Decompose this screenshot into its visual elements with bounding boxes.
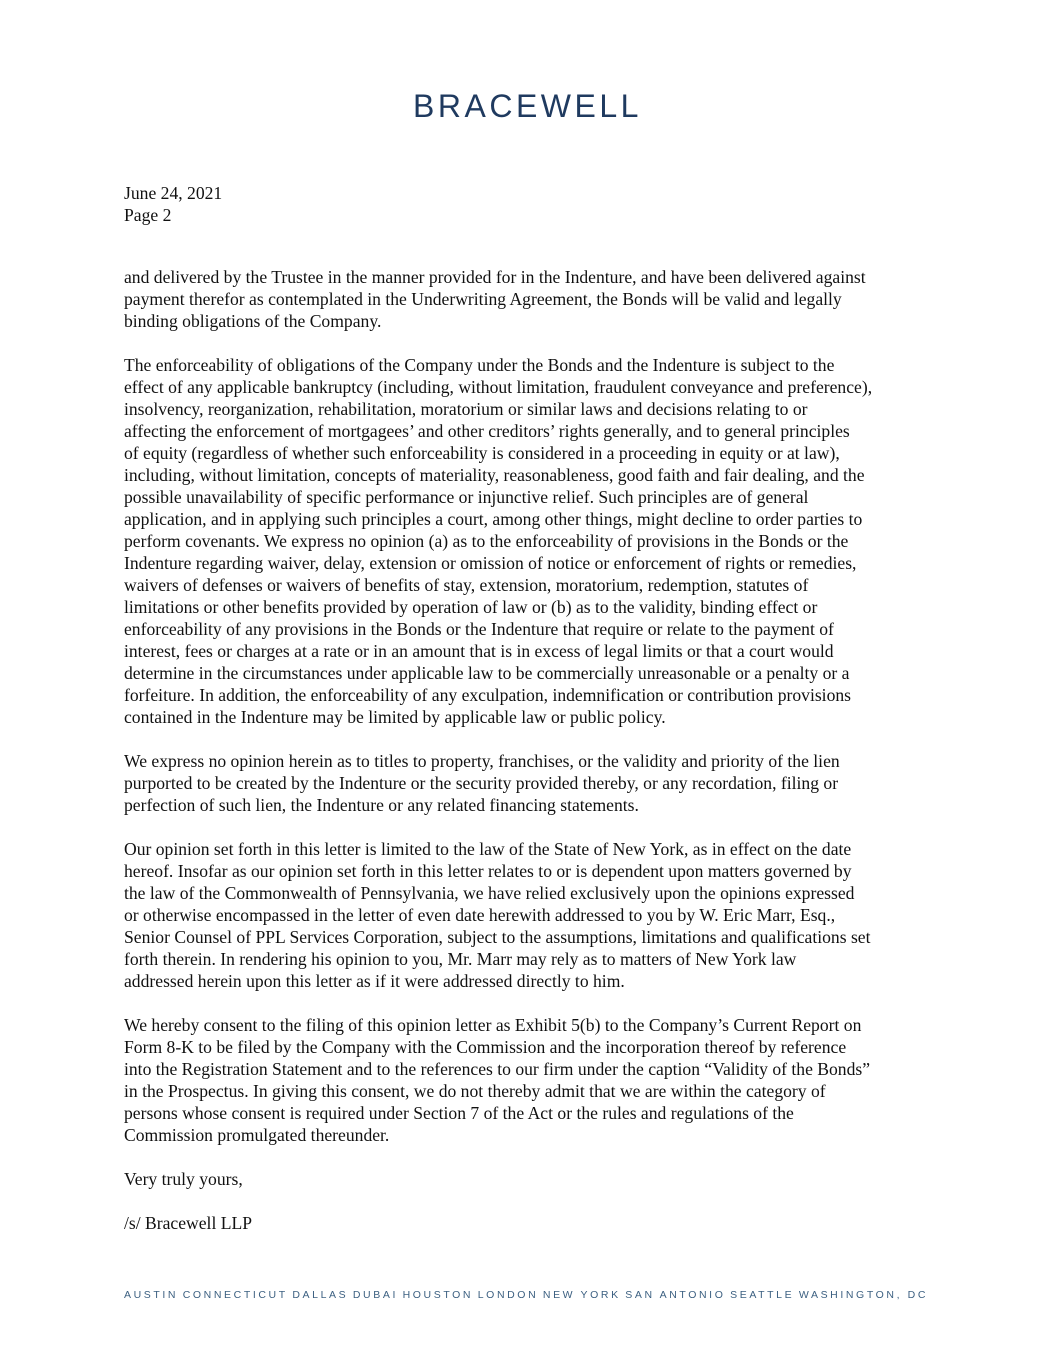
paragraph-line: waivers of defenses or waivers of benefits of stay, extension, moratorium, redemption, statutes of: [124, 575, 809, 595]
paragraph-line: or otherwise encompassed in the letter of even date herewith addressed to you by W. Eric Marr, Esq.,: [124, 905, 836, 925]
paragraph-line: purported to be created by the Indenture or the security provided thereby, or any recordation, filing or: [124, 773, 839, 793]
paragraph-line: binding obligations of the Company.: [124, 311, 382, 331]
body-paragraphs: [124, 266, 936, 1146]
paragraph-line: We express no opinion herein as to titles to property, franchises, or the validity and priority of the lien: [124, 751, 840, 771]
footer-office: LONDON: [477, 1289, 539, 1301]
body-paragraph: [124, 1014, 936, 1146]
paragraph-line: hereof. Insofar as our opinion set forth in this letter relates to or is dependent upon matters governed by: [124, 861, 852, 881]
paragraph-line: addressed herein upon this letter as if it were addressed directly to him.: [124, 971, 625, 991]
footer-office: SAN ANTONIO: [625, 1289, 726, 1301]
footer-office: WASHINGTON, DC: [798, 1289, 928, 1301]
paragraph-line: of equity (regardless of whether such enforceability is considered in a proceeding in equity or at law),: [124, 443, 840, 463]
signature: /s/ Bracewell LLP: [124, 1213, 253, 1233]
closing-salutation: Very truly yours,: [124, 1169, 243, 1189]
page-number: Page 2: [124, 205, 172, 225]
paragraph-line: persons whose consent is required under Section 7 of the Act or the rules and regulations of the: [124, 1103, 794, 1123]
paragraph-line: Our opinion set forth in this letter is limited to the law of the State of New York, as in effect on the date: [124, 839, 852, 859]
paragraph-line: determine in the circumstances under applicable law to be commercially unreasonable or a penalty or a: [124, 663, 850, 683]
paragraph-line: insolvency, reorganization, rehabilitation, moratorium or similar laws and decisions relating to or: [124, 399, 808, 419]
paragraph-line: forfeiture. In addition, the enforceability of any exculpation, indemnification or contribution provisions: [124, 685, 852, 705]
paragraph-line: limitations or other benefits provided by operation of law or (b) as to the validity, binding effect or: [124, 597, 818, 617]
paragraph-line: including, without limitation, concepts of materiality, reasonableness, good faith and fair dealing, and the: [124, 465, 865, 485]
paragraph-line: Senior Counsel of PPL Services Corporation, subject to the assumptions, limitations and qualifications set: [124, 927, 871, 947]
footer-office: HOUSTON: [402, 1289, 474, 1301]
paragraph-line: We hereby consent to the filing of this opinion letter as Exhibit 5(b) to the Company’s Current Report on: [124, 1015, 862, 1035]
footer-office: NEW YORK: [542, 1289, 621, 1301]
footer-office: AUSTIN: [124, 1289, 179, 1301]
body-paragraph: [124, 266, 936, 332]
paragraph-line: effect of any applicable bankruptcy (including, without limitation, fraudulent conveyance and preference),: [124, 377, 873, 397]
paragraph-line: in the Prospectus. In giving this consent, we do not thereby admit that we are within the category of: [124, 1081, 826, 1101]
body-paragraph: [124, 354, 936, 728]
footer-office-list: [124, 1289, 928, 1301]
paragraph-line: The enforceability of obligations of the Company under the Bonds and the Indenture is subject to the: [124, 355, 835, 375]
paragraph-line: application, and in applying such principles a court, among other things, might decline to order parties to: [124, 509, 863, 529]
paragraph-line: enforceability of any provisions in the Bonds or the Indenture that require or relate to the payment of: [124, 619, 834, 639]
paragraph-line: into the Registration Statement and to the references to our firm under the caption “Validity of the Bonds”: [124, 1059, 871, 1079]
paragraph-line: perfection of such lien, the Indenture or any related financing statements.: [124, 795, 639, 815]
letter-header: [124, 182, 222, 226]
paragraph-line: perform covenants. We express no opinion (a) as to the enforceability of provisions in the Bonds or the: [124, 531, 849, 551]
letter-date: June 24, 2021: [124, 183, 223, 203]
paragraph-line: interest, fees or charges at a rate or in an amount that is in excess of legal limits or that a court would: [124, 641, 834, 661]
body-paragraph: [124, 838, 936, 992]
paragraph-line: the law of the Commonwealth of Pennsylvania, we have relied exclusively upon the opinions expressed: [124, 883, 855, 903]
paragraph-line: contained in the Indenture may be limited by applicable law or public policy.: [124, 707, 666, 727]
footer-office: DALLAS: [292, 1289, 349, 1301]
body-paragraph: [124, 750, 936, 816]
footer-office: DUBAI: [352, 1289, 398, 1301]
paragraph-line: forth therein. In rendering his opinion to you, Mr. Marr may rely as to matters of New York law: [124, 949, 797, 969]
paragraph-line: Indenture regarding waiver, delay, extension or omission of notice or enforcement of rights or remedies,: [124, 553, 857, 573]
footer-office: CONNECTICUT: [182, 1289, 288, 1301]
letter-body: [124, 266, 936, 1256]
paragraph-line: and delivered by the Trustee in the manner provided for in the Indenture, and have been delivered against: [124, 267, 866, 287]
paragraph-line: payment therefor as contemplated in the Underwriting Agreement, the Bonds will be valid and legally: [124, 289, 842, 309]
letterhead-logo: BRACEWELL: [413, 88, 642, 124]
footer-office: SEATTLE: [730, 1289, 795, 1301]
paragraph-line: Form 8-K to be filed by the Company with the Commission and the incorporation thereof by reference: [124, 1037, 847, 1057]
paragraph-line: possible unavailability of specific performance or injunctive relief. Such principles are of general: [124, 487, 809, 507]
paragraph-line: Commission promulgated thereunder.: [124, 1125, 390, 1145]
paragraph-line: affecting the enforcement of mortgagees’ and other creditors’ rights generally, and to general principles: [124, 421, 850, 441]
